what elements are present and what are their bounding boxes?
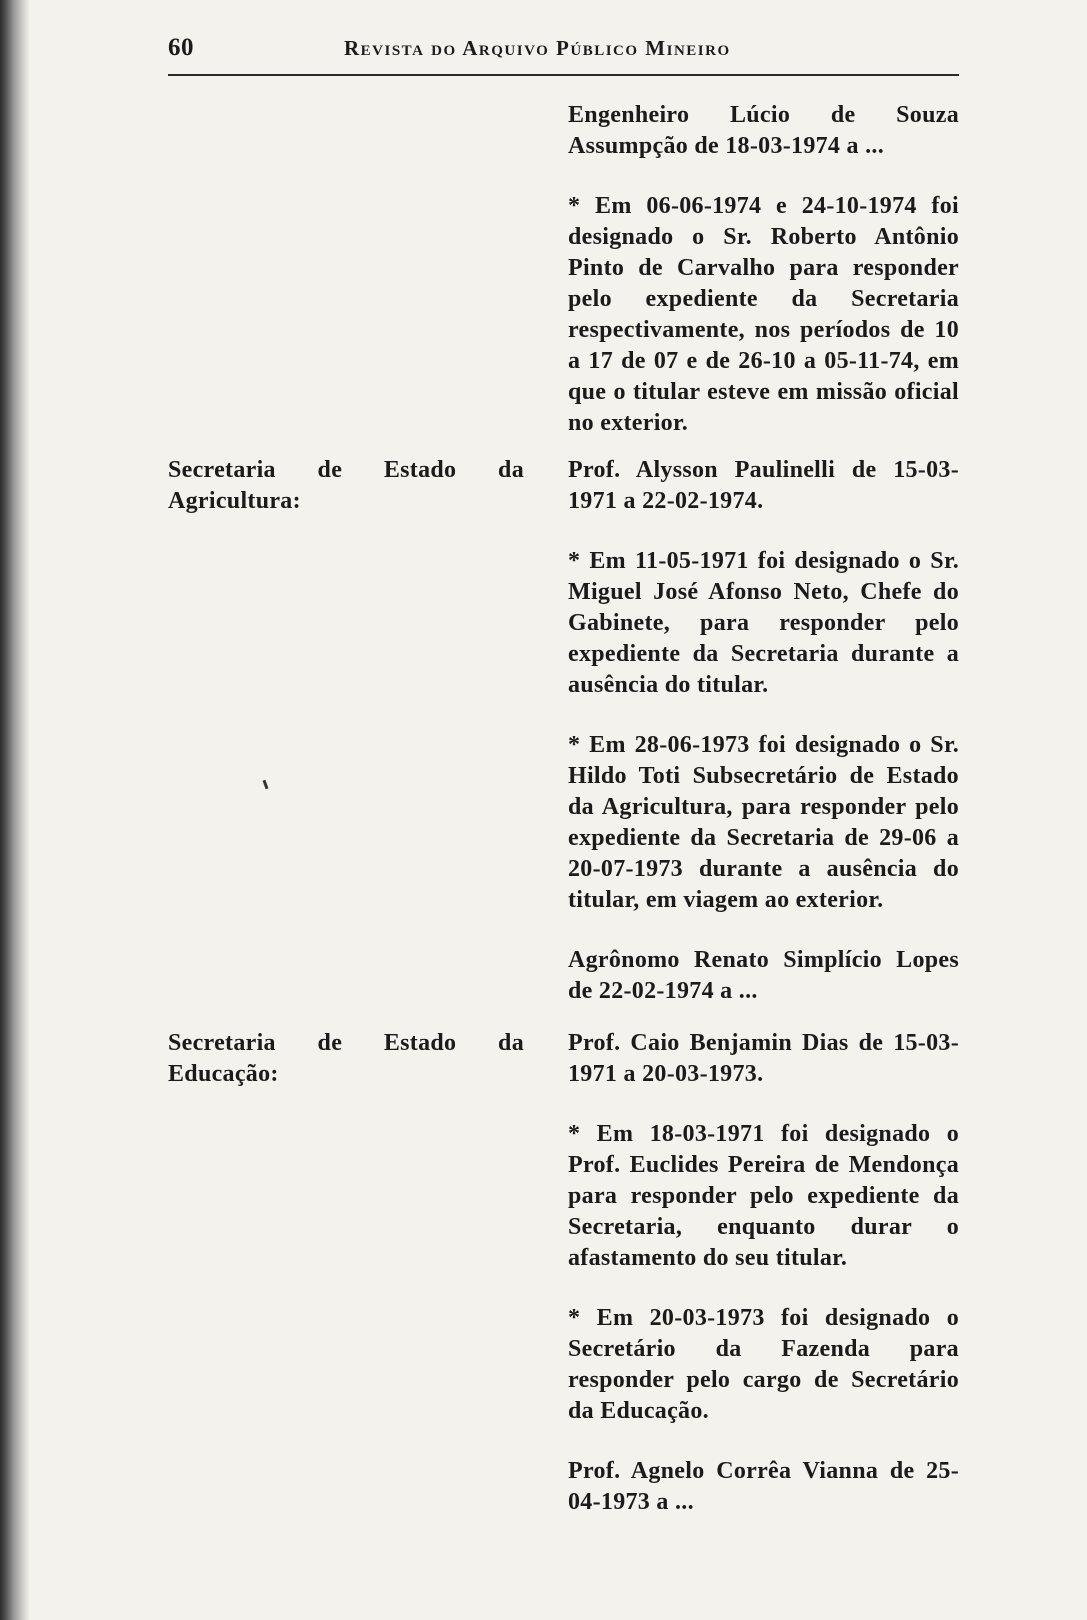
entry-secretary-tenure: Agrônomo Renato Simplício Lopes de 22-02-1974 a ...	[568, 947, 959, 1004]
section-educacao-entries	[568, 1028, 959, 1547]
entry-secretary-tenure: Prof. Caio Benjamin Dias de 15-03-1971 a 20-03-1973.	[568, 1030, 959, 1087]
intro-entries	[568, 100, 959, 468]
entry-secretary-tenure: Engenheiro Lúcio de Souza Assumpção de 18-03-1974 a ...	[568, 102, 959, 159]
page-number: 60	[168, 34, 194, 61]
header-rule	[168, 74, 959, 76]
entry-secretary-tenure: Prof. Alysson Paulinelli de 15-03-1971 a 22-02-1974.	[568, 457, 959, 514]
entry-designation-note: * Em 11-05-1971 foi designado o Sr. Miguel José Afonso Neto, Chefe do Gabinete, para responder pelo expediente da Secretaria durante a ausência do titular.	[568, 548, 959, 698]
section-agricultura-entries	[568, 455, 959, 1036]
print-speck	[263, 780, 269, 789]
section-heading-agricultura: Secretaria de Estado da Agricultura:	[168, 457, 524, 514]
entry-designation-note: * Em 20-03-1973 foi designado o Secretário da Fazenda para responder pelo cargo de Secretário da Educação.	[568, 1305, 959, 1424]
running-head: Revista do Arquivo Público Mineiro	[344, 36, 731, 60]
entry-secretary-tenure: Prof. Agnelo Corrêa Vianna de 25-04-1973 a ...	[568, 1458, 959, 1515]
entry-designation-note: * Em 06-06-1974 e 24-10-1974 foi designado o Sr. Roberto Antônio Pinto de Carvalho para responder pelo expediente da Secretaria respectivamente, nos períodos de 10 a 17 de 07 e de 26-10 a 05-11-74, em que o titular esteve em missão oficial no exterior.	[568, 193, 959, 436]
page-header	[168, 30, 968, 70]
page-binding-edge	[0, 0, 30, 1620]
section-heading-educacao: Secretaria de Estado da Educação:	[168, 1030, 524, 1087]
entry-designation-note: * Em 28-06-1973 foi designado o Sr. Hildo Toti Subsecretário de Estado da Agricultura, para responder pelo expediente da Secretaria de 29-06 a 20-07-1973 durante a ausência do titular, em viagem ao exterior.	[568, 732, 959, 913]
entry-designation-note: * Em 18-03-1971 foi designado o Prof. Euclides Pereira de Mendonça para responder pelo expediente da Secretaria, enquanto durar o afastamento do seu titular.	[568, 1121, 959, 1271]
